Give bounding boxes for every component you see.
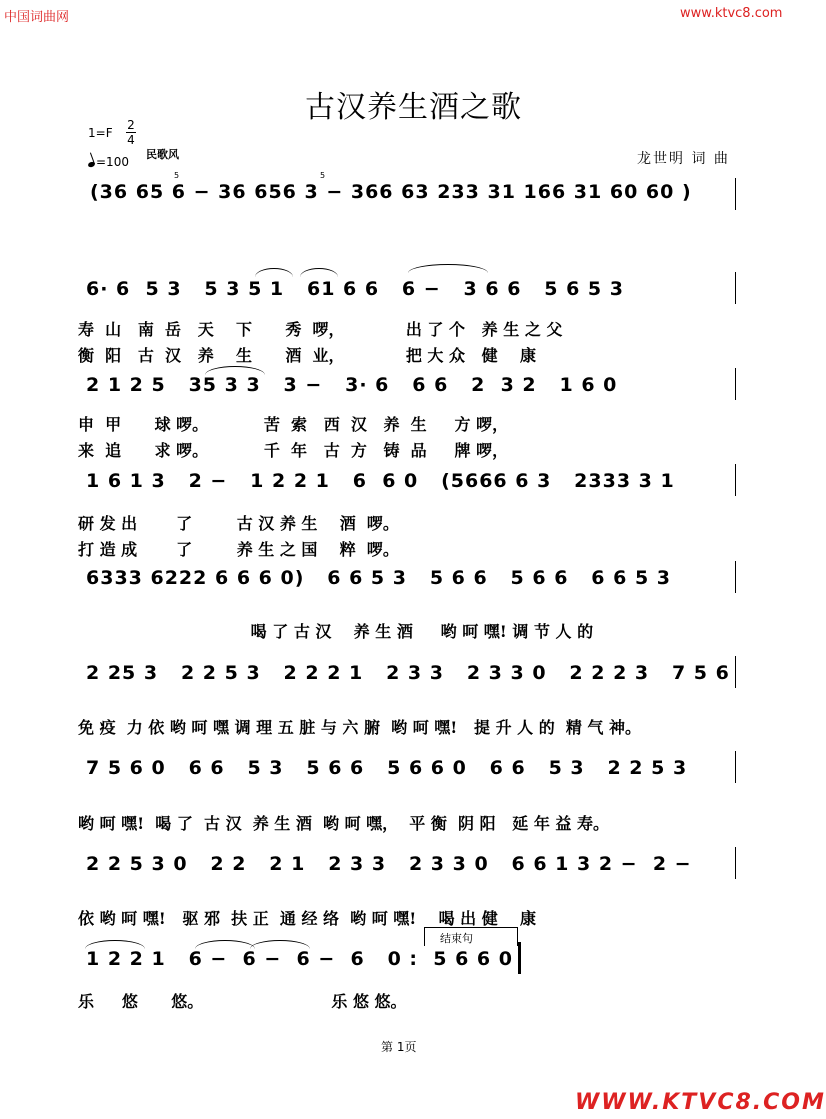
notation-line-8: 1 2 2 1 6 − 6 − 6 − 6 0 : 5 6 6 0 [86,948,513,970]
barline [735,464,736,496]
lyrics-line-8: 乐 悠 悠。 乐 悠 悠。 [78,992,407,1011]
slur [205,366,265,375]
notation-line-2: 2 1 2 5 35 3 3 3 − 3· 6 6 6 2 3 2 1 6 0 [86,374,618,396]
notation-line-5: 2 25 3 2 2 5 3 2 2 2 1 2 3 3 2 3 3 0 2 2 2 3 7 5 6 [86,662,730,684]
bottom-watermark: WWW.KTVC8.COM [575,1090,826,1115]
grace-note: 5 [320,171,326,180]
notation-line-7: 2 2 5 3 0 2 2 2 1 2 3 3 2 3 3 0 6 6 1 3 2 − 2 − [86,853,692,875]
lyrics-line-1-verse-2: 衡 阳 古 汉 养 生 酒 业， 把 大 众 健 康 [78,346,536,365]
composer-credit: 龙世明 词 曲 [637,151,730,167]
page-number: 第 1页 [381,1040,417,1054]
barline [735,656,736,688]
watermark-right: www.ktvc8.com [680,6,783,21]
notation-line-1: 6· 6 5 3 5 3 5 1 61 6 6 6 − 3 6 6 5 6 5 3 [86,278,624,300]
barline [735,561,736,593]
lyrics-line-3-verse-1: 研 发 出 了 古 汉 养 生 酒 啰。 [78,514,399,533]
lyrics-line-1-verse-1: 寿 山 南 岳 天 下 秀 啰， 出 了 个 养 生 之 父 [78,320,563,339]
slur [300,268,338,277]
lyrics-line-5: 免 疫 力 依 哟 呵 嘿 调 理 五 脏 与 六 腑 哟 呵 嘿! 提 升 人 的 精 气 神。 [78,718,641,737]
style-label: 民歌风 [146,148,179,161]
intro-notation: (36 65 6 − 36 656 3 − 366 63 233 31 166 31 60 60 ) [90,181,692,203]
lyrics-line-2-verse-2: 来 追 求 啰。 千 年 古 方 铸 品 牌 啰， [78,441,509,460]
notation-line-6: 7 5 6 0 6 6 5 3 5 6 6 5 6 6 0 6 6 5 3 2 2 5 3 [86,757,688,779]
lyrics-line-7: 依 哟 呵 嘿! 驱 邪 扶 正 通 经 络 哟 呵 嘿! 喝 出 健 康 [78,909,537,928]
slur [408,264,488,273]
watermark-left: 中国词曲网 [4,10,70,25]
barline [735,751,736,783]
quarter-note-icon [87,161,95,168]
time-signature [126,118,136,147]
grace-note: 5 [174,171,180,180]
final-barline [518,942,521,974]
notation-line-4: 6333 6222 6 6 6 0) 6 6 5 3 5 6 6 5 6 6 6 6 5 3 [86,567,672,589]
tempo-value: =100 [96,155,129,169]
slur [85,940,145,949]
ending-label: 结束句 [440,932,473,945]
barline [735,847,736,879]
song-title: 古汉养生酒之歌 [305,90,522,125]
barline [735,272,736,304]
lyrics-line-4: 喝 了 古 汉 养 生 酒 哟 呵 嘿! 调 节 人 的 [78,622,594,641]
time-signature-top: 2 [127,118,135,132]
time-signature-bottom: 4 [127,133,135,147]
lyrics-line-3-verse-2: 打 造 成 了 养 生 之 国 粹 啰。 [78,540,399,559]
barline [735,178,736,210]
key-signature: 1=F [88,126,113,140]
barline [735,368,736,400]
lyrics-line-6: 哟 呵 嘿! 喝 了 古 汉 养 生 酒 哟 呵 嘿， 平 衡 阴 阳 延 年 益 寿。 [78,814,609,833]
lyrics-line-2-verse-1: 申 甲 球 啰。 苦 索 西 汉 养 生 方 啰， [78,415,509,434]
slur [255,268,293,277]
slur [195,940,255,949]
notation-line-3: 1 6 1 3 2 − 1 2 2 1 6 6 0 (5666 6 3 2333 3 1 [86,470,675,492]
tempo-marking [88,155,129,169]
slur [250,940,310,949]
